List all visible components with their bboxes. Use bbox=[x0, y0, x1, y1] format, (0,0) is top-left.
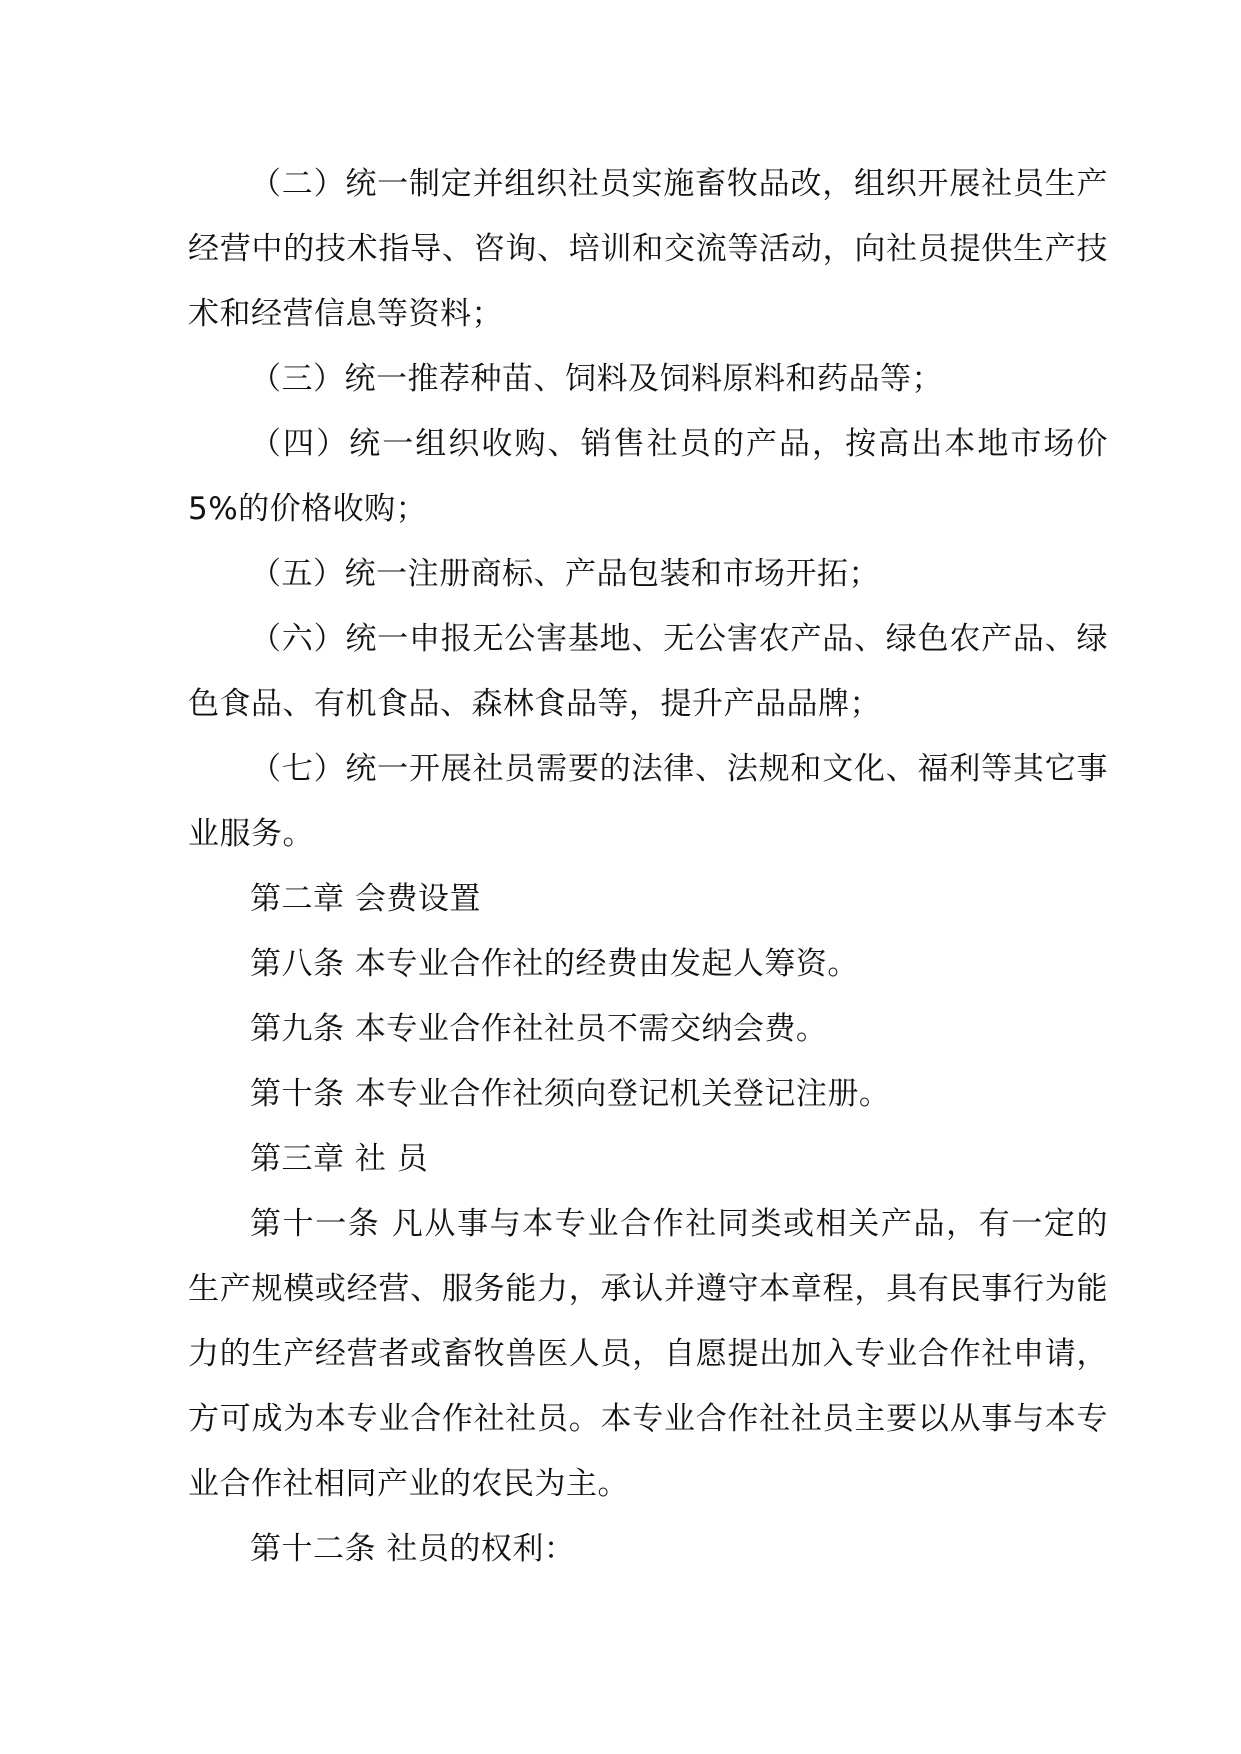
document-body bbox=[188, 152, 1108, 1582]
article-12: 第十二条 社员的权利： bbox=[250, 1531, 576, 1567]
paragraph-item-5: （五）统一注册商标、产品包装和市场开拓； bbox=[250, 556, 880, 592]
paragraph-item-3: （三）统一推荐种苗、饲料及饲料原料和药品等； bbox=[250, 361, 943, 397]
paragraph-item-2: （二）统一制定并组织社员实施畜牧品改，组织开展社员生产经营中的技术指导、咨询、培训和交流等活动，向社员提供生产技术和经营信息等资料； bbox=[188, 166, 1108, 332]
article-8: 第八条 本专业合作社的经费由发起人筹资。 bbox=[250, 946, 859, 982]
article-9: 第九条 本专业合作社社员不需交纳会费。 bbox=[250, 1011, 828, 1047]
chapter-heading-2: 第二章 会费设置 bbox=[250, 881, 481, 917]
article-10: 第十条 本专业合作社须向登记机关登记注册。 bbox=[250, 1076, 891, 1112]
chapter-heading-3: 第三章 社 员 bbox=[250, 1141, 429, 1177]
paragraph-item-4: （四）统一组织收购、销售社员的产品，按高出本地市场价5%的价格收购； bbox=[188, 426, 1108, 527]
paragraph-item-7: （七）统一开展社员需要的法律、法规和文化、福利等其它事业服务。 bbox=[188, 751, 1108, 852]
paragraph-item-6: （六）统一申报无公害基地、无公害农产品、绿色农产品、绿色食品、有机食品、森林食品等，提升产品品牌； bbox=[188, 621, 1108, 722]
article-11: 第十一条 凡从事与本专业合作社同类或相关产品，有一定的生产规模或经营、服务能力，承认并遵守本章程，具有民事行为能力的生产经营者或畜牧兽医人员，自愿提出加入专业合作社申请，方可成为本专业合作社社员。本专业合作社社员主要以从事与本专业合作社相同产业的农民为主。 bbox=[188, 1206, 1108, 1502]
